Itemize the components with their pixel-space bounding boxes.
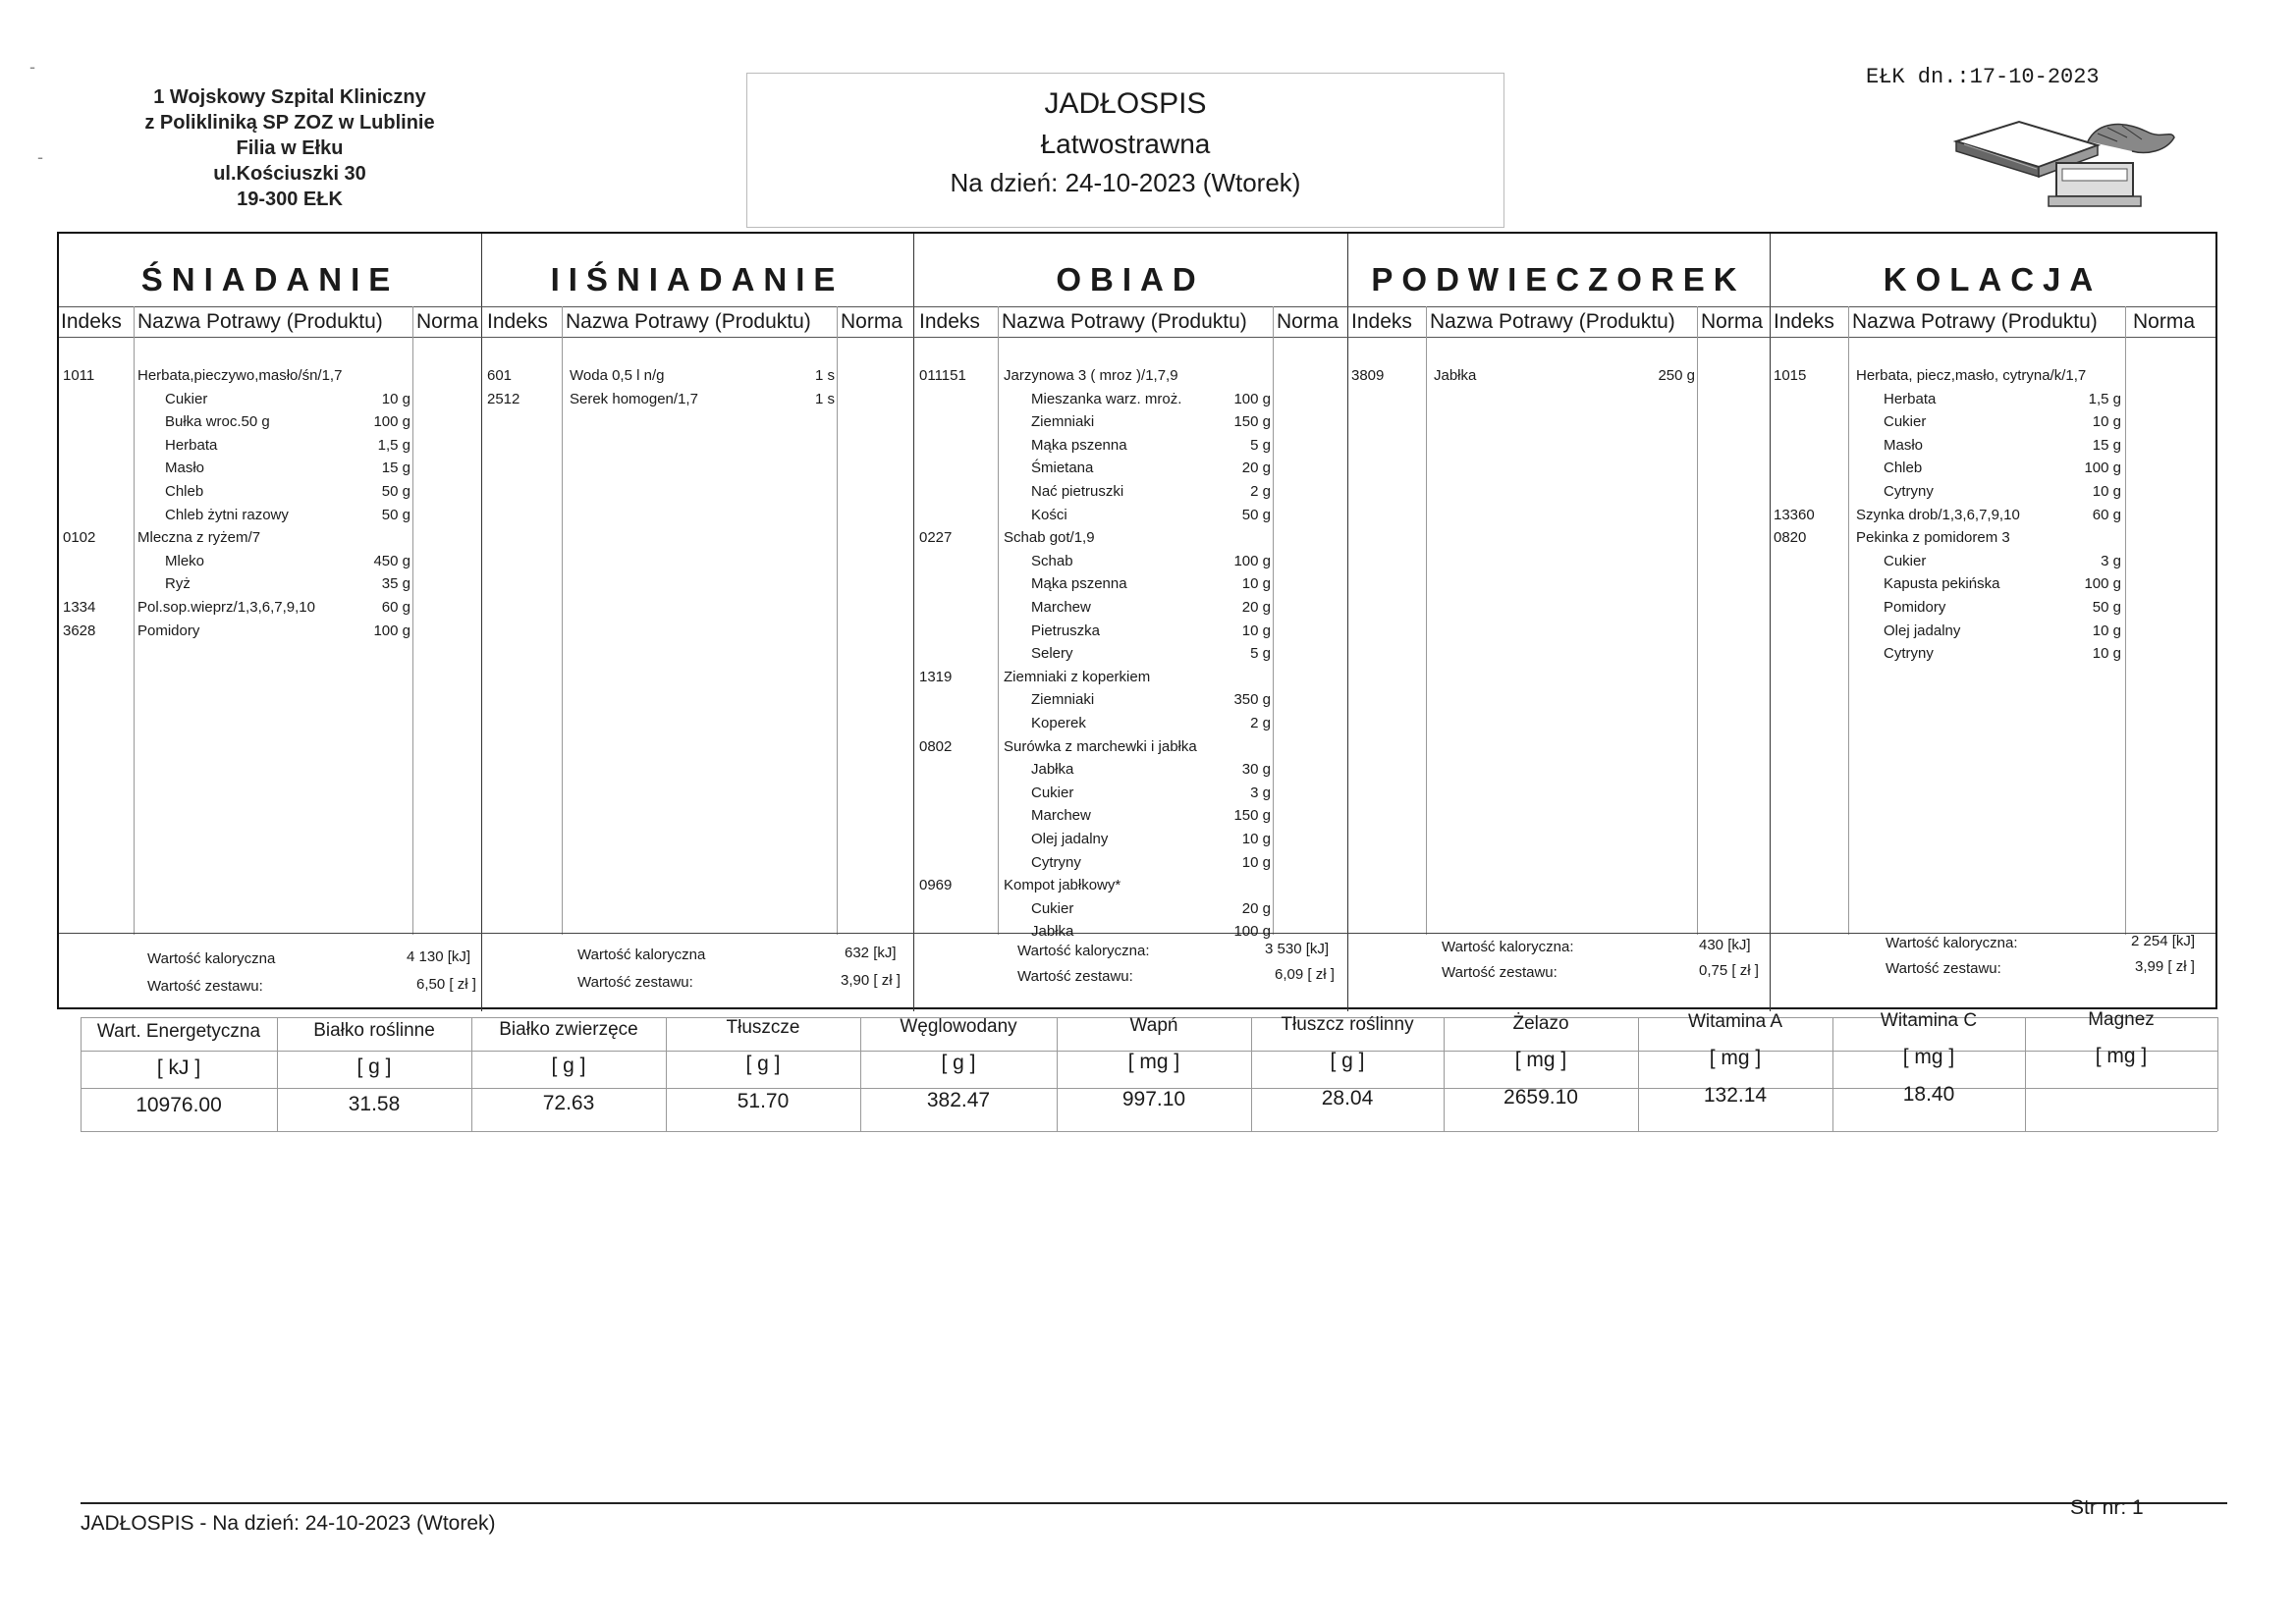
- ingredient-name: Marchew: [1031, 807, 1091, 825]
- row-norm: 10 g: [1241, 575, 1271, 593]
- sub-separator: [562, 306, 563, 935]
- row-index: 3628: [63, 622, 96, 639]
- nutrient-name: Tłuszcz roślinny: [1281, 1013, 1414, 1035]
- row-norm: 3 g: [2101, 552, 2121, 569]
- dish-name: Surówka z marchewki i jabłka: [1004, 737, 1197, 755]
- row-norm: 50 g: [2092, 599, 2121, 616]
- row-index: 3809: [1351, 367, 1385, 384]
- ingredient-name: Herbata: [1884, 390, 1937, 407]
- nutrient-grid-line: [1832, 1017, 1833, 1131]
- menu-table: [57, 232, 2217, 1009]
- dish-name: Szynka drob/1,3,6,7,9,10: [1856, 506, 2020, 523]
- ingredient-name: Kapusta pekińska: [1884, 575, 2000, 593]
- ingredient-name: Jabłka: [1031, 923, 1074, 941]
- page-number: Str nr: 1: [2070, 1496, 2144, 1519]
- nutrient-unit: [ mg ]: [1709, 1047, 1762, 1070]
- row-norm: 150 g: [1233, 807, 1271, 825]
- ingredient-name: Olej jadalny: [1031, 831, 1109, 847]
- row-norm: 5 g: [1250, 645, 1271, 663]
- ingredient-name: Cytryny: [1884, 483, 1934, 500]
- title-box: [746, 73, 1504, 228]
- kcal-value: 4 130 [kJ]: [407, 948, 471, 965]
- ingredient-name: Śmietana: [1031, 460, 1094, 477]
- kcal-label: Wartość kaloryczna:: [1017, 943, 1150, 959]
- nutrient-name: Wart. Energetyczna: [96, 1021, 261, 1042]
- dish-name: Herbata,pieczywo,masło/śn/1,7: [137, 367, 343, 384]
- row-norm: 60 g: [381, 599, 410, 616]
- nutrient-unit: [ kJ ]: [156, 1056, 201, 1079]
- nutrient-name: Wapń: [1129, 1015, 1178, 1036]
- ingredient-name: Ziemniaki: [1031, 691, 1095, 709]
- ingredient-name: Koperek: [1031, 715, 1086, 731]
- nutrient-unit: [ g ]: [941, 1052, 976, 1075]
- row-index: 0102: [63, 529, 96, 547]
- ingredient-name: Bułka wroc.50 g: [165, 413, 270, 431]
- header-index: Indeks: [919, 310, 980, 333]
- row-norm: 20 g: [1241, 460, 1271, 477]
- header-norm: Norma: [416, 310, 479, 333]
- kcal-label: Wartość kaloryczna: [577, 947, 706, 963]
- row-norm: 3 g: [1250, 784, 1271, 801]
- ingredient-name: Ryż: [165, 575, 191, 593]
- nutrient-unit: [ mg ]: [2095, 1045, 2148, 1067]
- nutrient-grid-line: [1638, 1017, 1639, 1131]
- meal-title-obiad: OBIAD: [1056, 261, 1205, 298]
- dish-name: Ziemniaki z koperkiem: [1004, 668, 1151, 685]
- sub-separator: [2125, 306, 2126, 935]
- row-index: 601: [487, 367, 513, 384]
- kcal-value: 3 530 [kJ]: [1265, 941, 1330, 957]
- row-norm: 50 g: [381, 506, 410, 523]
- dish-name: Woda 0,5 l n/g: [570, 367, 665, 384]
- hospital-line: z Polikliniką SP ZOZ w Lublinie: [144, 112, 435, 134]
- row-norm: 5 g: [1250, 436, 1271, 454]
- margin-mark: -: [29, 57, 35, 77]
- row-norm: 100 g: [373, 413, 410, 431]
- hospital-line: ul.Kościuszki 30: [213, 163, 366, 185]
- cost-label: Wartość zestawu:: [577, 974, 693, 991]
- meal-title-sniadanie: ŚNIADANIE: [140, 261, 400, 298]
- dish-name: Jabłka: [1434, 367, 1477, 384]
- dish-name: Schab got/1,9: [1004, 529, 1095, 547]
- ingredient-name: Cukier: [1884, 413, 1927, 431]
- nutrient-unit: [ g ]: [1330, 1049, 1365, 1072]
- row-norm: 10 g: [2092, 645, 2121, 663]
- sub-separator: [1848, 306, 1849, 935]
- row-norm: 20 g: [1241, 899, 1271, 917]
- cost-label: Wartość zestawu:: [1886, 960, 2001, 977]
- ingredient-name: Mąka pszenna: [1031, 575, 1127, 593]
- dish-name: Kompot jabłkowy*: [1004, 877, 1121, 894]
- header-norm: Norma: [2133, 310, 2196, 333]
- header-name: Nazwa Potrawy (Produktu): [566, 310, 811, 333]
- header-norm: Norma: [1277, 310, 1339, 333]
- row-index: 1334: [63, 599, 96, 616]
- row-norm: 35 g: [381, 575, 410, 593]
- row-norm: 1,5 g: [2088, 390, 2121, 407]
- ingredient-name: Masło: [165, 460, 205, 477]
- row-norm: 10 g: [1241, 853, 1271, 871]
- nutrient-value: 2659.10: [1503, 1085, 1578, 1109]
- cost-value: 3,99 [ zł ]: [2135, 958, 2195, 975]
- row-index: 0820: [1774, 529, 1807, 547]
- row-norm: 10 g: [1241, 622, 1271, 639]
- diet-name: Łatwostrawna: [1040, 129, 1211, 159]
- ingredient-name: Jabłka: [1031, 761, 1074, 779]
- margin-mark: -: [37, 147, 43, 167]
- row-norm: 450 g: [373, 552, 410, 569]
- row-norm: 100 g: [373, 622, 410, 639]
- nutrient-grid-line: [2025, 1017, 2026, 1131]
- nutrient-value: 997.10: [1121, 1088, 1186, 1110]
- ingredient-name: Cytryny: [1031, 853, 1081, 871]
- print-date: EŁK dn.:17-10-2023: [1866, 65, 2100, 89]
- row-norm: 15 g: [2092, 436, 2121, 454]
- row-index: 13360: [1774, 506, 1815, 523]
- header-norm: Norma: [1701, 310, 1764, 333]
- cost-label: Wartość zestawu:: [1017, 968, 1133, 985]
- row-index: 1015: [1774, 367, 1807, 384]
- sub-separator: [1697, 306, 1698, 935]
- hospital-address: [108, 84, 471, 212]
- header-name: Nazwa Potrawy (Produktu): [137, 310, 383, 333]
- nutrient-name: Tłuszcze: [726, 1017, 800, 1039]
- row-norm: 1,5 g: [377, 436, 410, 454]
- ingredient-name: Cukier: [1884, 552, 1927, 569]
- header-norm: Norma: [841, 310, 903, 333]
- row-index: 1011: [63, 367, 95, 384]
- nutrient-unit: [ mg ]: [1127, 1051, 1180, 1073]
- ingredient-name: Mąka pszenna: [1031, 436, 1127, 454]
- nutrient-unit: [ mg ]: [1514, 1048, 1567, 1071]
- footer-line: [81, 1502, 2227, 1504]
- row-norm: 100 g: [1233, 923, 1271, 941]
- row-norm: 1 s: [814, 367, 835, 384]
- cost-value: 0,75 [ zł ]: [1699, 962, 1759, 979]
- nutrient-unit: [ mg ]: [1902, 1046, 1955, 1069]
- ingredient-name: Chleb: [165, 483, 204, 500]
- row-norm: 2 g: [1250, 483, 1271, 500]
- row-norm: 20 g: [1241, 599, 1271, 616]
- cost-label: Wartość zestawu:: [1442, 964, 1558, 981]
- nutrient-unit: [ g ]: [745, 1053, 781, 1076]
- dish-name: Pol.sop.wieprz/1,3,6,7,9,10: [137, 599, 315, 616]
- sub-separator: [134, 306, 135, 935]
- nutrient-value: 10976.00: [136, 1094, 222, 1116]
- meal-title-kolacja: KOLACJA: [1883, 261, 2103, 298]
- header-index: Indeks: [487, 310, 548, 333]
- kcal-label: Wartość kaloryczna: [147, 950, 276, 967]
- meal-separator: [913, 234, 914, 1011]
- dish-name: Pekinka z pomidorem 3: [1856, 529, 2010, 547]
- row-index: 011151: [919, 367, 966, 384]
- sub-separator: [412, 306, 413, 935]
- ingredient-name: Chleb żytni razowy: [165, 506, 289, 523]
- ingredient-name: Selery: [1031, 645, 1073, 663]
- nutrient-value: 28.04: [1321, 1086, 1374, 1109]
- cost-value: 3,90 [ zł ]: [841, 972, 901, 989]
- row-norm: 2 g: [1250, 715, 1271, 731]
- kcal-value: 2 254 [kJ]: [2131, 933, 2196, 949]
- row-norm: 10 g: [381, 390, 410, 407]
- ingredient-name: Cukier: [1031, 899, 1074, 917]
- footer-text: JADŁOSPIS - Na dzień: 24-10-2023 (Wtorek): [81, 1512, 496, 1535]
- nutrient-value: 18.40: [1902, 1083, 1955, 1107]
- row-norm: 1 s: [814, 390, 835, 407]
- nutrient-name: Białko roślinne: [313, 1019, 435, 1041]
- kcal-value: 430 [kJ]: [1699, 937, 1751, 953]
- kcal-value: 632 [kJ]: [845, 945, 897, 961]
- cost-value: 6,09 [ zł ]: [1275, 966, 1335, 983]
- header-index: Indeks: [1774, 310, 1834, 333]
- ingredient-name: Cytryny: [1884, 645, 1934, 663]
- cost-value: 6,50 [ zł ]: [416, 976, 476, 993]
- row-norm: 15 g: [381, 460, 410, 477]
- row-norm: 350 g: [1233, 691, 1271, 709]
- meal-separator: [1770, 234, 1771, 1011]
- row-index: 0227: [919, 529, 953, 547]
- dish-name: Mleczna z ryżem/7: [137, 529, 261, 547]
- kcal-label: Wartość kaloryczna:: [1886, 935, 2018, 951]
- ingredient-name: Chleb: [1884, 460, 1923, 477]
- meal-separator: [481, 234, 482, 1011]
- row-norm: 100 g: [2084, 575, 2121, 593]
- ingredient-name: Schab: [1031, 552, 1073, 569]
- sub-separator: [837, 306, 838, 935]
- dish-name: Pomidory: [137, 622, 200, 639]
- nutrient-value: 382.47: [926, 1089, 991, 1112]
- nutrient-name: Witamina C: [1880, 1010, 1978, 1032]
- ingredient-name: Mieszanka warz. mroż.: [1031, 390, 1182, 407]
- summary-separator: [59, 933, 2215, 934]
- row-index: 1319: [919, 668, 953, 685]
- header-name: Nazwa Potrawy (Produktu): [1002, 310, 1247, 333]
- dish-name: Jarzynowa 3 ( mroz )/1,7,9: [1004, 367, 1178, 384]
- ingredient-name: Pietruszka: [1031, 622, 1101, 639]
- nutrient-name: Węglowodany: [900, 1016, 1017, 1038]
- ingredient-name: Marchew: [1031, 599, 1091, 616]
- meal-title-ii-sniadanie: IIŚNIADANIE: [550, 261, 845, 298]
- nutrient-grid-line: [2217, 1017, 2218, 1131]
- ingredient-name: Pomidory: [1884, 599, 1946, 616]
- row-norm: 150 g: [1233, 413, 1271, 431]
- nutrient-name: Magnez: [2088, 1009, 2155, 1030]
- nutrient-value: 72.63: [542, 1091, 595, 1114]
- book-computer-logo-icon: [1950, 112, 2176, 210]
- row-norm: 10 g: [2092, 483, 2121, 500]
- ingredient-name: Cukier: [1031, 784, 1074, 801]
- header-index: Indeks: [1351, 310, 1412, 333]
- meal-separator: [1347, 234, 1348, 1011]
- nutrient-table: [81, 1000, 2217, 1133]
- row-index: 2512: [487, 390, 520, 407]
- nutrient-value: 51.70: [737, 1090, 790, 1113]
- dish-name: Serek homogen/1,7: [570, 390, 698, 407]
- row-norm: 50 g: [381, 483, 410, 500]
- ingredient-name: Ziemniaki: [1031, 413, 1095, 431]
- row-norm: 100 g: [1233, 390, 1271, 407]
- row-norm: 10 g: [2092, 622, 2121, 639]
- nutrient-name: Witamina A: [1687, 1011, 1783, 1033]
- sub-separator: [998, 306, 999, 935]
- row-index: 0802: [919, 737, 953, 755]
- hospital-line: 19-300 EŁK: [237, 189, 343, 210]
- ingredient-name: Nać pietruszki: [1031, 483, 1124, 500]
- header-name: Nazwa Potrawy (Produktu): [1852, 310, 2098, 333]
- sub-separator: [1426, 306, 1427, 935]
- hospital-line: 1 Wojskowy Szpital Kliniczny: [153, 86, 426, 108]
- ingredient-name: Mleko: [165, 552, 205, 569]
- ingredient-name: Herbata: [165, 436, 218, 454]
- header-index: Indeks: [61, 310, 122, 333]
- ingredient-name: Masło: [1884, 436, 1924, 454]
- ingredient-name: Cukier: [165, 390, 208, 407]
- header-name: Nazwa Potrawy (Produktu): [1430, 310, 1675, 333]
- kcal-label: Wartość kaloryczna:: [1442, 939, 1574, 955]
- hospital-line: Filia w Ełku: [236, 137, 344, 159]
- row-norm: 10 g: [1241, 831, 1271, 847]
- cost-label: Wartość zestawu:: [147, 978, 263, 995]
- nutrient-grid-line: [81, 1131, 2217, 1132]
- row-norm: 10 g: [2092, 413, 2121, 431]
- nutrient-name: Żelazo: [1512, 1012, 1569, 1034]
- sub-separator: [1273, 306, 1274, 935]
- menu-date: Na dzień: 24-10-2023 (Wtorek): [950, 168, 1301, 197]
- ingredient-name: Kości: [1031, 506, 1067, 523]
- dish-name: Herbata, piecz,masło, cytryna/k/1,7: [1856, 367, 2087, 384]
- meal-title-podwieczorek: PODWIECZOREK: [1371, 261, 1746, 298]
- row-norm: 30 g: [1241, 761, 1271, 779]
- nutrient-value: 31.58: [348, 1092, 401, 1115]
- row-index: 0969: [919, 877, 953, 894]
- ingredient-name: Olej jadalny: [1884, 622, 1961, 639]
- nutrient-name: Białko zwierzęce: [499, 1018, 638, 1040]
- row-norm: 60 g: [2092, 506, 2121, 523]
- row-norm: 100 g: [1233, 552, 1271, 569]
- nutrient-value: 132.14: [1703, 1084, 1768, 1108]
- page-title: JADŁOSPIS: [1044, 87, 1207, 120]
- row-norm: 100 g: [2084, 460, 2121, 477]
- row-norm: 250 g: [1658, 367, 1695, 384]
- nutrient-unit: [ g ]: [551, 1054, 586, 1077]
- nutrient-unit: [ g ]: [356, 1055, 392, 1078]
- row-norm: 50 g: [1241, 506, 1271, 523]
